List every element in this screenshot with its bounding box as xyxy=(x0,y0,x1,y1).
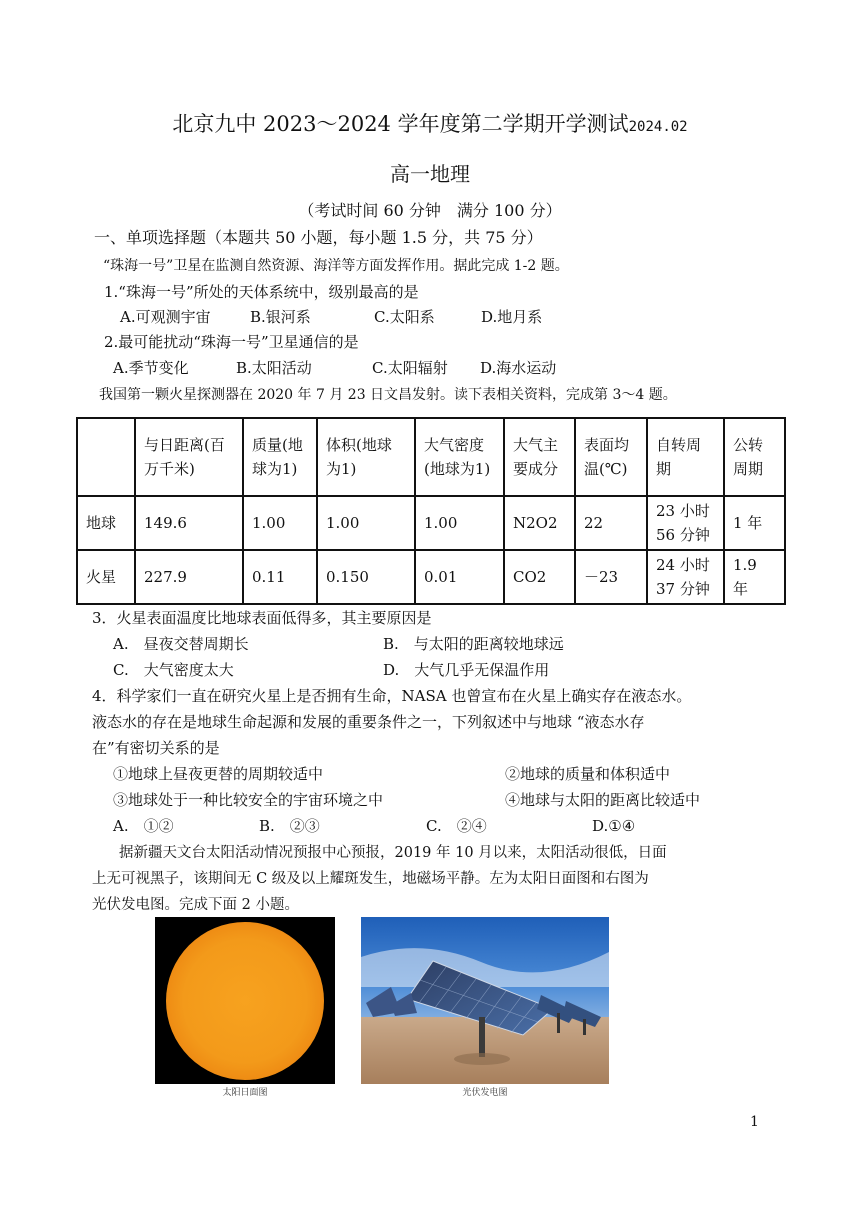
question-2-option-d: D.海水运动 xyxy=(480,359,557,377)
table-header-cell: 表面均温(℃) xyxy=(575,418,647,496)
question-4-item-1: ①地球上昼夜更替的周期较适中 xyxy=(113,765,324,783)
table-cell: 24 小时 37 分钟 xyxy=(647,550,724,604)
question-3-option-c: C. 大气密度太大 xyxy=(113,661,234,679)
table-header-cell: 大气密度(地球为1) xyxy=(415,418,504,496)
table-cell: 0.01 xyxy=(415,550,504,604)
table-cell: 1.00 xyxy=(243,496,317,550)
question-1-option-a: A.可观测宇宙 xyxy=(120,308,211,326)
table-cell: 22 xyxy=(575,496,647,550)
question-3-option-a: A. 昼夜交替周期长 xyxy=(113,635,249,653)
table-cell: 地球 xyxy=(77,496,135,550)
question-3-option-d: D. 大气几乎无保温作用 xyxy=(383,661,550,679)
question-2-stem: 2.最可能扰动“珠海一号”卫星通信的是 xyxy=(104,333,359,351)
question-3-stem: 3．火星表面温度比地球表面低得多，其主要原因是 xyxy=(92,609,432,627)
question-1-option-c: C.太阳系 xyxy=(374,308,435,326)
question-4-option-b: B. ②③ xyxy=(259,817,320,835)
table-header-row xyxy=(77,418,785,496)
question-1-stem: 1.“珠海一号”所处的天体系统中，级别最高的是 xyxy=(104,283,419,301)
sun-image-caption: 太阳日面图 xyxy=(222,1088,268,1098)
table-header-cell: 大气主要成分 xyxy=(504,418,575,496)
question-1-option-b: B.银河系 xyxy=(250,308,311,326)
planet-data-table xyxy=(76,417,786,605)
table-header-cell xyxy=(77,418,135,496)
page-number: 1 xyxy=(750,1114,759,1130)
question-1-option-d: D.地月系 xyxy=(481,308,543,326)
exam-date: 2024.02 xyxy=(628,119,688,135)
table-cell: 0.150 xyxy=(317,550,415,604)
question-4-item-3: ③地球处于一种比较安全的宇宙环境之中 xyxy=(113,791,384,809)
exam-title-text: 北京九中 2023～2024 学年度第二学期开学测试 xyxy=(172,112,629,136)
exam-title xyxy=(0,110,860,141)
table-cell: －23 xyxy=(575,550,647,604)
subject-title: 高一地理 xyxy=(390,162,470,186)
question-4-option-a: A. ①② xyxy=(113,817,174,835)
question-4-option-c: C. ②④ xyxy=(426,817,487,835)
solar-image-caption: 光伏发电图 xyxy=(462,1088,508,1098)
solar-farm-image xyxy=(361,917,609,1084)
exam-note: （考试时间 60 分钟 满分 100 分） xyxy=(298,201,562,220)
table-header-cell: 质量(地球为1) xyxy=(243,418,317,496)
question-4-item-4: ④地球与太阳的距离比较适中 xyxy=(505,791,701,809)
intro-2: 我国第一颗火星探测器在 2020 年 7 月 23 日文昌发射。读下表相关资料，完成第 3～4 题。 xyxy=(99,387,677,403)
question-4-stem-line-1: 4．科学家们一直在研究火星上是否拥有生命，NASA 也曾宣布在火星上确实存在液态水。 xyxy=(92,687,692,705)
question-2-option-c: C.太阳辐射 xyxy=(372,359,448,377)
passage-line-3: 光伏发电图。完成下面 2 小题。 xyxy=(92,897,299,913)
table-cell: N2O2 xyxy=(504,496,575,550)
table-cell: 1.00 xyxy=(415,496,504,550)
sun-icon xyxy=(166,922,324,1080)
section-heading: 一、单项选择题（本题共 50 小题，每小题 1.5 分，共 75 分） xyxy=(94,228,543,247)
table-cell: 火星 xyxy=(77,550,135,604)
table-cell: 149.6 xyxy=(135,496,243,550)
table-cell: 1 年 xyxy=(724,496,785,550)
table-row xyxy=(77,550,785,604)
passage-line-1: 据新疆天文台太阳活动情况预报中心预报，2019 年 10 月以来，太阳活动很低，日面 xyxy=(119,845,667,861)
table-header-cell: 与日距离(百万千米) xyxy=(135,418,243,496)
table-row xyxy=(77,496,785,550)
question-4-item-2: ②地球的质量和体积适中 xyxy=(505,765,671,783)
solar-panel-icon xyxy=(361,917,609,1084)
table-cell: 1.9 年 xyxy=(724,550,785,604)
question-2-option-a: A.季节变化 xyxy=(113,359,189,377)
question-4-stem-line-2: 液态水的存在是地球生命起源和发展的重要条件之一，下列叙述中与地球 “液态水存 xyxy=(92,713,645,731)
table-header-cell: 公转周期 xyxy=(724,418,785,496)
table-header-cell: 体积(地球为1) xyxy=(317,418,415,496)
question-4-stem-line-3: 在”有密切关系的是 xyxy=(92,739,220,757)
table-cell: 227.9 xyxy=(135,550,243,604)
table-cell: 1.00 xyxy=(317,496,415,550)
question-3-option-b: B. 与太阳的距离较地球远 xyxy=(383,635,564,653)
passage-line-2: 上无可视黑子，该期间无 C 级及以上耀斑发生，地磁场平静。左为太阳日面图和右图为 xyxy=(92,871,649,887)
intro-1: “珠海一号”卫星在监测自然资源、海洋等方面发挥作用。据此完成 1-2 题。 xyxy=(103,258,569,274)
question-2-option-b: B.太阳活动 xyxy=(236,359,312,377)
table-cell: CO2 xyxy=(504,550,575,604)
table-cell: 0.11 xyxy=(243,550,317,604)
sun-disk-image xyxy=(155,917,335,1084)
table-header-cell: 自转周期 xyxy=(647,418,724,496)
table-cell: 23 小时 56 分钟 xyxy=(647,496,724,550)
question-4-option-d: D.①④ xyxy=(592,817,636,835)
